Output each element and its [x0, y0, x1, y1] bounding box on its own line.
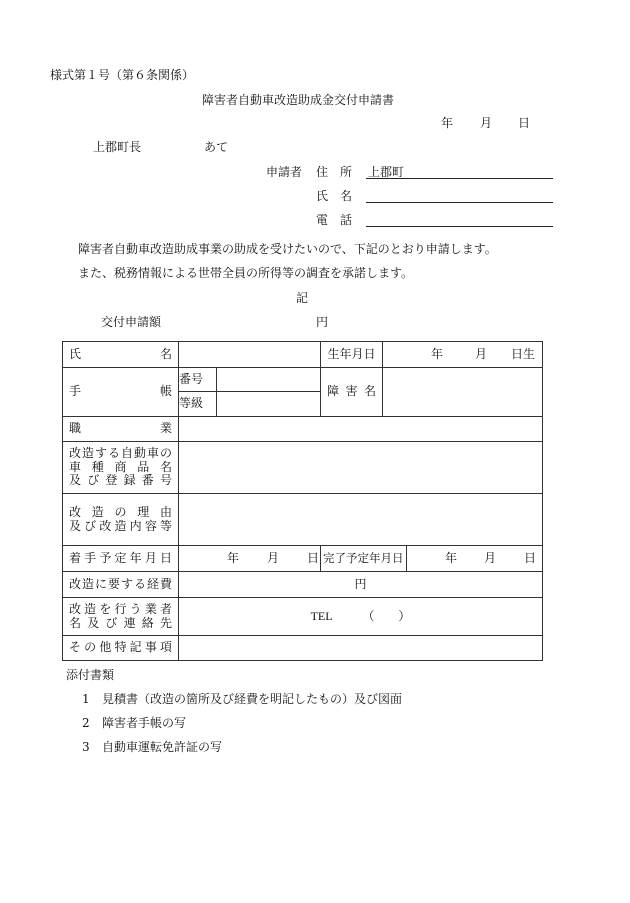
- name-cell[interactable]: [179, 342, 321, 368]
- vehicle-cell[interactable]: [179, 442, 543, 494]
- start-date-cell[interactable]: 年 月 日: [179, 546, 321, 572]
- tel-paren: （ ）: [362, 608, 411, 623]
- document-title: 障害者自動車改造助成金交付申請書: [202, 93, 395, 107]
- attachment-item-2: 障害者手帳の写: [102, 716, 187, 730]
- date-day: 日: [518, 116, 531, 130]
- name-row-label: 氏 名: [63, 342, 179, 368]
- contractor-cell[interactable]: [179, 598, 543, 636]
- attachments-heading: 添付書類: [66, 668, 115, 682]
- attachment-item-1: 見積書（改造の箇所及び経費を明記したもの）及び図面: [102, 692, 403, 706]
- disability-label: 障 害 名: [321, 368, 383, 417]
- start-date-label: 着手予定年月日: [63, 546, 179, 572]
- cost-unit: 円: [354, 576, 367, 591]
- contractor-label: 改造を行う業者 名及び連絡先: [63, 598, 179, 636]
- addressee-name: 上郡町長: [93, 140, 142, 154]
- complete-date-label: 完了予定年月日: [321, 546, 407, 572]
- disability-cell[interactable]: [383, 368, 543, 417]
- body-paragraph-2: また、税務情報による世帯全員の所得等の調査を承諾します。: [78, 266, 414, 280]
- birth-cell[interactable]: 年 月 日生: [383, 342, 543, 368]
- form-number: 様式第１号（第６条関係）: [50, 68, 195, 82]
- tel-label: TEL: [310, 608, 333, 623]
- body-paragraph-1: 障害者自動車改造助成事業の助成を受けたいので、下記のとおり申請します。: [78, 242, 497, 256]
- name-label-2: 名: [340, 189, 353, 203]
- occupation-cell[interactable]: [179, 417, 543, 442]
- address-underline: [366, 178, 553, 179]
- other-label: その他特記事項: [63, 636, 179, 661]
- addressee-suffix: あて: [204, 140, 229, 154]
- address-label-2: 所: [340, 165, 353, 179]
- other-cell[interactable]: [179, 636, 543, 661]
- ki-heading: 記: [296, 291, 309, 305]
- cost-label: 改造に要する経費: [63, 572, 179, 598]
- address-label-1: 住: [316, 165, 329, 179]
- applicant-label: 申請者: [266, 165, 303, 179]
- vehicle-label: 改造する自動車の 車種商品名 及び登録番号: [63, 442, 179, 494]
- birth-label: 生年月日: [321, 342, 383, 368]
- name-underline[interactable]: [366, 202, 553, 203]
- attachment-num-3: 3: [82, 740, 90, 754]
- number-cell[interactable]: [217, 368, 321, 392]
- occupation-label: 職 業: [63, 417, 179, 442]
- phone-label-2: 話: [340, 213, 353, 227]
- grade-cell[interactable]: [217, 392, 321, 417]
- date-month: 月: [480, 116, 493, 130]
- reason-cell[interactable]: [179, 494, 543, 546]
- application-table: [62, 341, 543, 661]
- complete-date-cell[interactable]: 年 月 日: [407, 546, 543, 572]
- cost-cell[interactable]: [179, 572, 543, 598]
- reason-label: 改造の理由 及び改造内容等: [63, 494, 179, 546]
- date-year: 年: [441, 116, 454, 130]
- amount-unit: 円: [316, 315, 329, 329]
- grade-label: 等級: [179, 392, 217, 417]
- name-label-1: 氏: [316, 189, 329, 203]
- attachment-item-3: 自動車運転免許証の写: [102, 740, 223, 754]
- techo-label: 手 帳: [63, 368, 179, 417]
- address-value[interactable]: 上郡町: [368, 165, 405, 179]
- attachment-num-2: 2: [82, 716, 90, 730]
- phone-label-1: 電: [316, 213, 329, 227]
- amount-label: 交付申請額: [101, 315, 162, 329]
- phone-underline[interactable]: [366, 226, 553, 227]
- attachment-num-1: 1: [82, 692, 90, 706]
- number-label: 番号: [179, 368, 217, 392]
